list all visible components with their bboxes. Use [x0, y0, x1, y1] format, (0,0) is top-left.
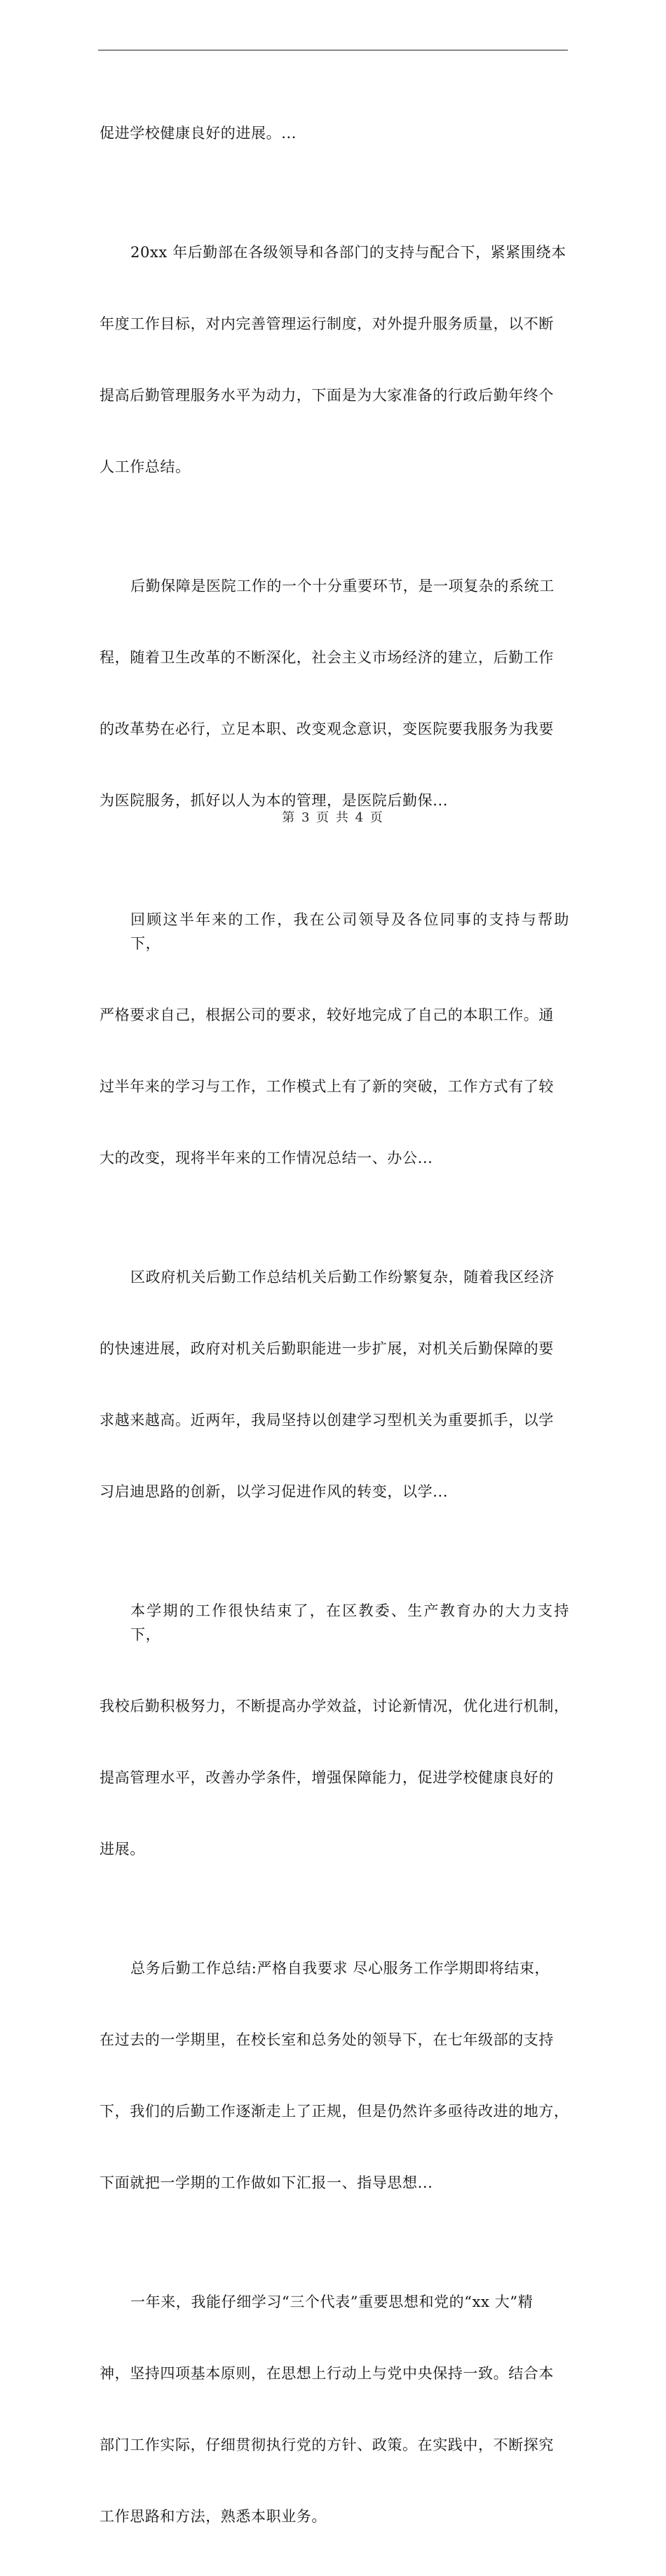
text-line: 20xx 年后勤部在各级领导和各部门的支持与配合下，紧紧围绕本: [130, 244, 566, 261]
text-line: 在过去的一学期里，在校长室和总务处的领导下，在七年级部的支持: [100, 2031, 554, 2048]
paragraph: [100, 2242, 569, 2576]
paragraph: [100, 74, 569, 193]
document-body: [100, 74, 569, 2576]
text-line: 年度工作目标，对内完善管理运行制度，对外提升服务质量，以不断: [100, 315, 554, 332]
text-line: 神，坚持四项基本原则，在思想上行动上与党中央保持一致。结合本: [100, 2365, 554, 2382]
text-line: 的快速进展，政府对机关后勤职能进一步扩展，对机关后勤保障的要: [100, 1340, 554, 1357]
text-line: 后勤保障是医院工作的一个十分重要环节，是一项复杂的系统工: [130, 578, 555, 594]
text-line: 过半年来的学习与工作，工作模式上有了新的突破，工作方式有了较: [100, 1078, 554, 1095]
text-line: 下面就把一学期的工作做如下汇报一、指导思想...: [100, 2174, 433, 2191]
text-line: 本学期的工作很快结束了，在区教委、生产教育办的大力支持下，: [130, 1602, 569, 1643]
page-number: 第 3 页 共 4 页: [282, 810, 384, 825]
text-line: 总务后勤工作总结:严格自我要求 尽心服务工作学期即将结束，: [130, 1960, 550, 1977]
text-line: 部门工作实际，仔细贯彻执行党的方针、政策。在实践中，不断探究: [100, 2437, 554, 2453]
text-line: 提高后勤管理服务水平为动力，下面是为大家准备的行政后勤年终个: [100, 387, 554, 404]
text-line: 为医院服务，抓好以人为本的管理，是医院后勤保...: [100, 792, 449, 809]
text-line: 程，随着卫生改革的不断深化，社会主义市场经济的建立，后勤工作: [100, 649, 554, 666]
paragraph: [100, 1218, 569, 1551]
text-line: 进展。: [100, 1841, 145, 1858]
paragraph: [100, 1551, 569, 1909]
text-line: 提高管理水平，改善办学条件，增强保障能力，促进学校健康良好的: [100, 1769, 554, 1786]
text-line: 区政府机关后勤工作总结机关后勤工作纷繁复杂，随着我区经济: [130, 1269, 555, 1286]
text-line: 下，我们的后勤工作逐渐走上了正规，但是仍然许多亟待改进的地方，: [100, 2103, 569, 2120]
paragraph: [100, 193, 569, 526]
text-line: 工作思路和方法，熟悉本职业务。: [100, 2508, 327, 2525]
paragraph: [100, 860, 569, 1218]
text-line: 习启迪思路的创新，以学习促进作风的转变，以学...: [100, 1483, 449, 1500]
text-line: 我校后勤积极努力，不断提高办学效益，讨论新情况，优化进行机制，: [100, 1698, 569, 1715]
text-line: 求越来越高。近两年，我局坚持以创建学习型机关为重要抓手，以学: [100, 1412, 554, 1429]
text-line: 大的改变，现将半年来的工作情况总结一、办公...: [100, 1150, 433, 1166]
text-line: 的改革势在必行，立足本职、改变观念意识，变医院要我服务为我要: [100, 721, 554, 737]
text-line: 促进学校健康良好的进展。...: [100, 125, 297, 142]
text-line: 一年来，我能仔细学习“三个代表”重要思想和党的“xx 大”精: [130, 2294, 534, 2310]
text-line: 回顾这半年来的工作，我在公司领导及各位同事的支持与帮助下，: [130, 911, 569, 952]
text-line: 严格要求自己，根据公司的要求，较好地完成了自己的本职工作。通: [100, 1007, 554, 1023]
text-line: 人工作总结。: [100, 458, 191, 475]
paragraph: [100, 1909, 569, 2242]
